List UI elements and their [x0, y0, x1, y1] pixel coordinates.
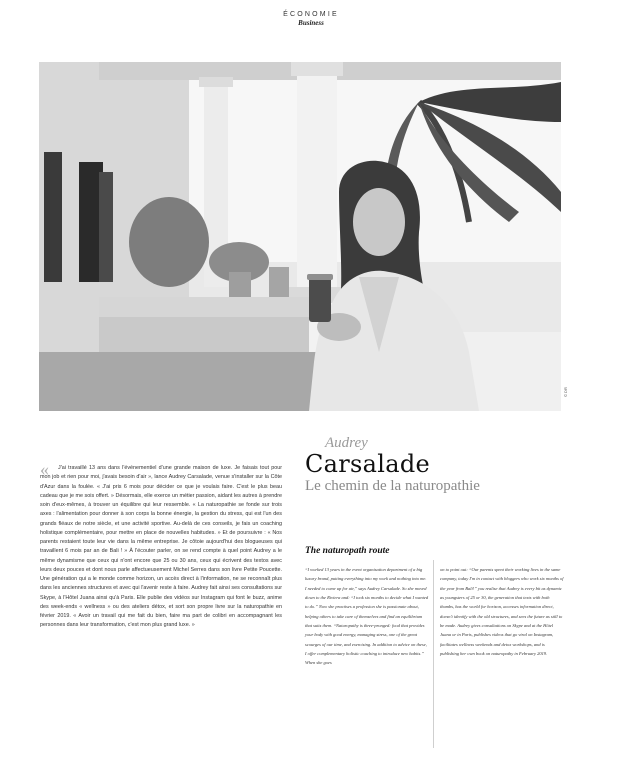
english-column-1 — [305, 565, 429, 668]
english-column-2 — [440, 565, 564, 658]
subsection-label: Business — [298, 19, 324, 27]
section-label: ÉCONOMIE — [283, 11, 339, 18]
magazine-header — [0, 11, 622, 27]
portrait-photo — [39, 62, 561, 411]
opening-quote-icon: « — [40, 459, 49, 479]
english-heading: The naturopath route — [305, 546, 390, 556]
column-divider — [433, 560, 434, 748]
person-last-name: Carsalade — [305, 450, 431, 478]
english-text-1: “I worked 13 years in the event organisation department of a big luxury brand, putting everything into my work and nothing into me. I needed to come up for air,” says Audrey Carsalade. So she moved down to the Riviera and: “I took six months to decide what I wanted to do.” Now she practises a profession she is passionate about, helping others to take care of themselves and find an equilibrium that suits them. “Naturopathy is three-pronged: food that provides your body with good energy, managing stress, one of the great scourges of our time, and exercising. In addition to advice on these, I offer complementary holistic coaching to introduce new habits.” When she goes — [305, 567, 429, 666]
french-article-text: J'ai travaillé 13 ans dans l'événementiel d'une grande maison de luxe. Je faisais tout pour mon job et rien pour moi, j'avais besoin d'air », lance Audrey Carsalade, venue s'installer sur la Côte d'Azur dans la foulée. « J'ai pris 6 mois pour décider ce que je voulais faire. C'est le plus beau cadeau que je me sois offert. » Désormais, elle exerce un métier passion, aidant les autres à prendre soin d'eux-mêmes, à trouver un équilibre qui leur ressemble. « La naturopathie se fonde sur trois axes : l'alimentation pour donner à son corps la bonne énergie, la gestion du stress, qui est l'un des grands fléaux de notre siècle, et une activité sportive. Au-delà de ces conseils, je fais un coaching holistique complémentaire, pour mettre en place de nouvelles habitudes. » Et de poursuivre : « Nos parents restaient toute leur vie dans la même entreprise. Je côtoie aujourd'hui des blogueuses qui travaillent 6 mois par an de Bali ! » À l'écouter parler, on se rend compte à quel point Audrey a le même dynamisme que ceux qui n'ont encore que 25 ou 30 ans, ceux qui écrivent des textos avec leurs deux pouces et dont nous parle affectueusement Michel Serres dans son livre Petite Poucette. Une génération qui a le monde comme horizon, un accès direct à l'information, ne se reconnaît plus dans les anciennes structures et avec qui l'avenir reste à faire. Audrey fait ainsi ses consultations sur Skype, à l'Hôtel Juana ainsi qu'à Paris. Elle publie des vidéos sur Instagram qui font le buzz, anime des week-ends « wellness » ou des ateliers détox, et sort son propre livre sur la naturopathie en février 2019. « Avoir un travail qui me fait du bien, faire ma part de colibri en accompagnant les personnes dans leur transformation, c'est mon plus grand luxe. » — [40, 465, 282, 629]
photo-illustration — [39, 62, 561, 411]
article-subtitle: Le chemin de la naturopathie — [305, 478, 480, 494]
french-article — [40, 459, 282, 631]
person-first-name: Audrey — [325, 435, 368, 451]
english-text-2: on to point out: “Our parents spent their working lives in the same company, today I'm in contact with bloggers who work six months of the year from Bali!” you realise that Audrey is every bit as dynamic as youngsters of 25 or 30, the generation that texts with both thumbs, has the world for horizon, accesses information direct, doesn't identify with the old structures, and sees the future as still to be made. Audrey gives consultations on Skype and at the Hôtel Juana or in Paris, publishes videos that go viral on Instagram, facilitates wellness weekends and detox workshops, and is publishing her own book on naturopathy in February 2019. — [440, 567, 564, 657]
photo-credit: © DR — [563, 387, 568, 397]
title-block — [305, 436, 565, 495]
